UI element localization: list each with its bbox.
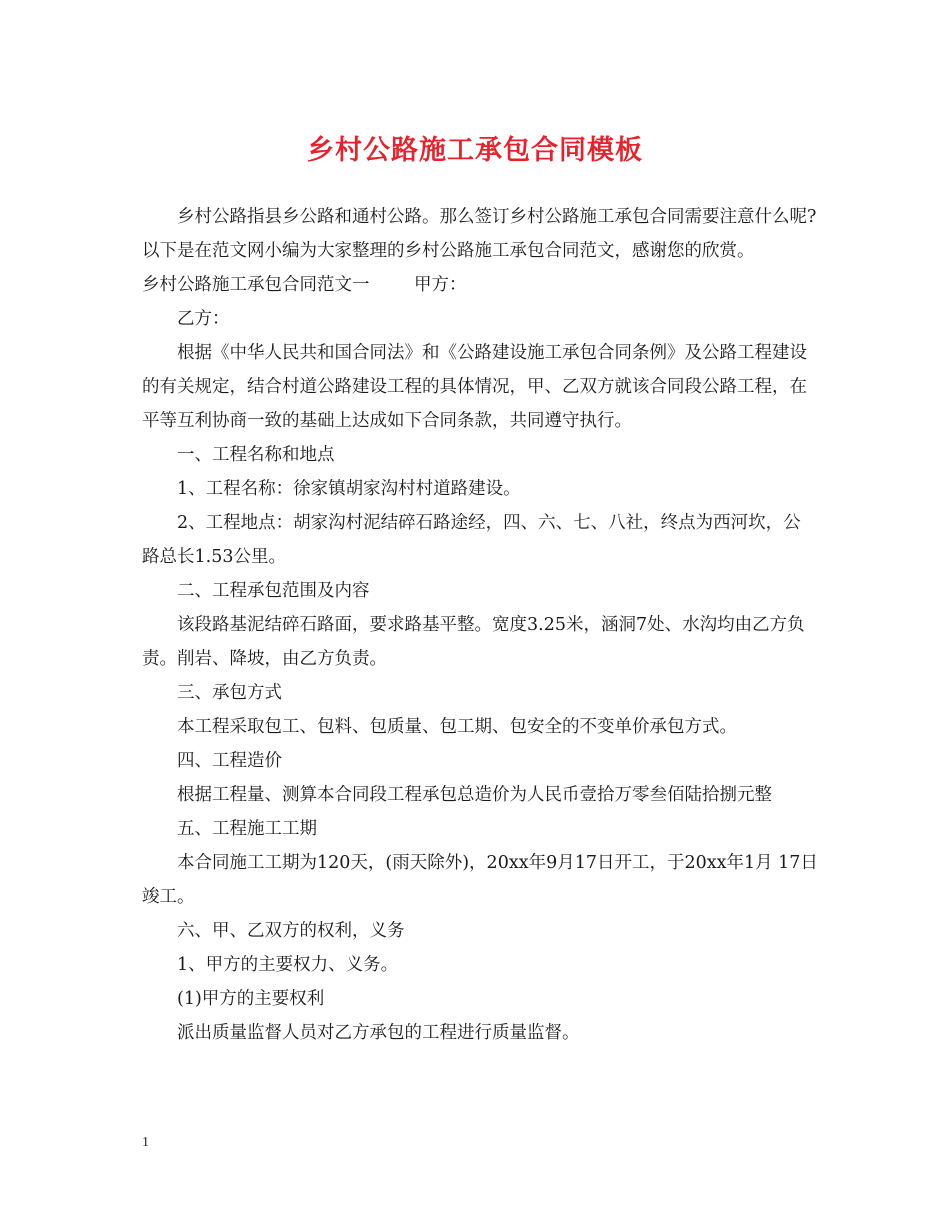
section-heading: 三、承包方式 xyxy=(177,683,282,703)
paragraph: (1)甲方的主要权利 xyxy=(177,989,325,1009)
paragraph: 根据《中华人民共和国合同法》和《公路建设施工承包合同条例》及公路工程建设的有关规定，结合村道公路建设工程的具体情况，甲、乙双方就该合同段公路工程，在平等互利协商一致的基础上达成如下合同条款，共同遵守执行。 xyxy=(142,343,807,431)
section-heading: 二、工程承包范围及内容 xyxy=(177,581,370,601)
paragraph: 乡村公路指县乡公路和通村公路。那么签订乡村公路施工承包合同需要注意什么呢?以下是在范文网小编为大家整理的乡村公路施工承包合同范文，感谢您的欣赏。 xyxy=(142,207,817,261)
document-body xyxy=(142,200,818,1050)
section-heading: 一、工程名称和地点 xyxy=(177,445,335,465)
paragraph: 本合同施工工期为120天，(雨天除外)，20xx年9月17日开工，于20xx年1月 17日竣工。 xyxy=(142,853,818,907)
section-heading: 四、工程造价 xyxy=(177,751,282,771)
section-heading: 六、甲、乙双方的权利，义务 xyxy=(177,921,405,941)
page-number: 1 xyxy=(142,1135,149,1150)
paragraph: 该段路基泥结碎石路面，要求路基平整。宽度3.25米，涵洞7处、水沟均由乙方负责。削岩、降坡，由乙方负责。 xyxy=(142,615,805,669)
paragraph: 乡村公路施工承包合同范文一 甲方： xyxy=(142,275,467,295)
paragraph: 根据工程量、测算本合同段工程承包总造价为人民币壹拾万零叁佰陆拾捌元整 xyxy=(177,785,772,805)
paragraph: 乙方： xyxy=(177,309,230,329)
section-heading: 五、工程施工工期 xyxy=(177,819,317,839)
paragraph: 1、工程名称：徐家镇胡家沟村村道路建设。 xyxy=(177,479,521,499)
paragraph: 派出质量监督人员对乙方承包的工程进行质量监督。 xyxy=(177,1023,580,1043)
paragraph: 本工程采取包工、包料、包质量、包工期、包安全的不变单价承包方式。 xyxy=(177,717,737,737)
paragraph: 2、工程地点：胡家沟村泥结碎石路途经，四、六、七、八社，终点为西河坎，公路总长1.53公里。 xyxy=(142,513,801,567)
document-title: 乡村公路施工承包合同模板 xyxy=(307,135,643,166)
paragraph: 1、甲方的主要权力、义务。 xyxy=(177,955,399,975)
